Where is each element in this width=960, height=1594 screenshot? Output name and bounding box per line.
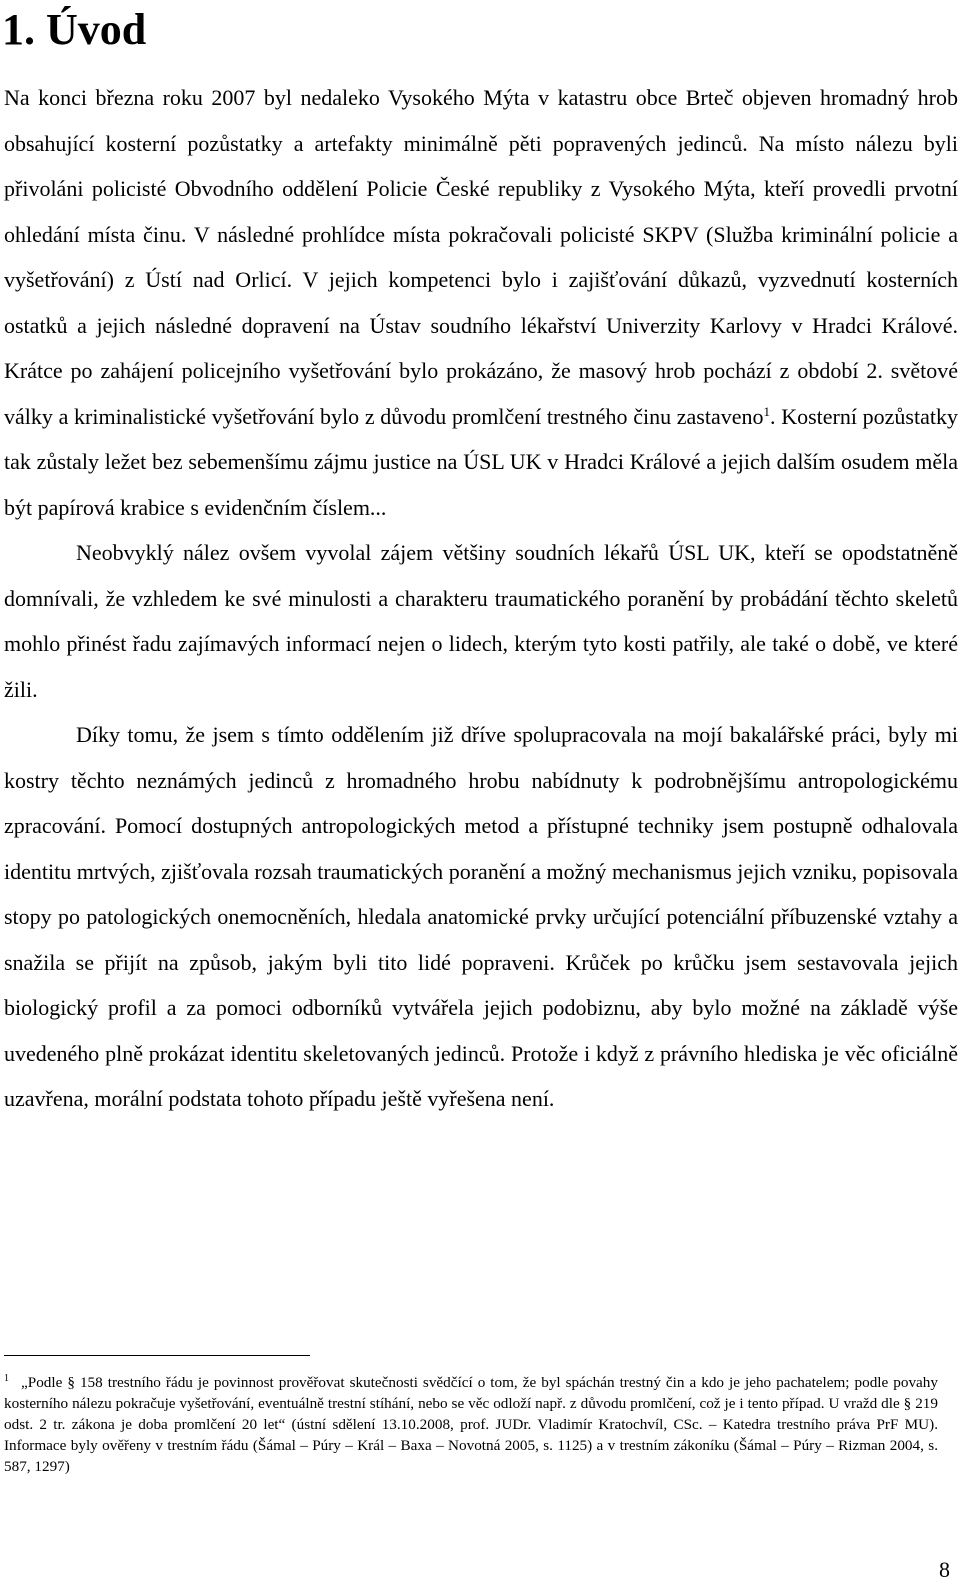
page-number: 8 xyxy=(939,1557,950,1582)
footnote-mark: 1 xyxy=(4,1373,9,1384)
paragraph-2: Neobvyklý nález ovšem vyvolal zájem většiny soudních lékařů ÚSL UK, kteří se opodstatněně domnívali, že vzhledem ke své minulosti a charakteru traumatického poranění by probádání těchto skeletů mohlo přinést řadu zajímavých informací nejen o lidech, kterým tyto kosti patřily, ale také o době, ve které žili. xyxy=(4,540,958,702)
footnote-reference[interactable]: 1 xyxy=(763,403,771,419)
chapter-body xyxy=(4,75,958,1122)
paragraph-1-text-a: Na konci března roku 2007 byl nedaleko Vysokého Mýta v katastru obce Brteč objeven hromadný hrob obsahující kosterní pozůstatky a artefakty minimálně pěti popravených jedinců. Na místo nálezu byli přivoláni policisté Obvodního oddělení Policie České republiky z Vysokého Mýta, kteří provedli prvotní ohledání místa činu. V následné prohlídce místa pokračovali policisté SKPV (Služba kriminální policie a vyšetřování) z Ústí nad Orlicí. V jejich kompetenci bylo i zajišťování důkazů, vyzvednutí kosterních ostatků a jejich následné dopravení na Ústav soudního lékařství Univerzity Karlovy v Hradci Králové. Krátce po zahájení policejního vyšetřování bylo prokázáno, že masový hrob pochází z období 2. světové války a kriminalistické vyšetřování bylo z důvodu promlčení trestného činu zastaveno xyxy=(4,85,958,429)
paragraph-1 xyxy=(4,75,958,530)
paragraph-3: Díky tomu, že jsem s tímto oddělením již dříve spolupracovala na mojí bakalářské práci, byly mi kostry těchto neznámých jedinců z hromadného hrobu nabídnuty k podrobnějšímu antropologickému zpracování. Pomocí dostupných antropologických metod a přístupné techniky jsem postupně odhalovala identitu mrtvých, zjišťovala rozsah traumatických poranění a možný mechanismus jejich vzniku, popisovala stopy po patologických onemocněních, hledala anatomické prvky určující potenciální příbuzenské vztahy a snažila se přijít na způsob, jakým byli tito lidé popraveni. Krůček po krůčku jsem sestavovala jejich biologický profil a za pomoci odborníků vytvářela jejich podobiznu, aby bylo možné na základě výše uvedeného plně prokázat identitu skeletovaných jedinců. Protože i když z právního hlediska je věc oficiálně uzavřena, morální podstata tohoto případu ještě vyřešena není. xyxy=(4,722,958,1111)
footnote-separator xyxy=(4,1355,310,1356)
paragraph-1-text-b: . Kosterní pozůstatky tak zůstaly ležet bez sebemenšímu zájmu justice na ÚSL UK v Hradci Králové a jejich dalším osudem měla být papírová krabice s evidenčním číslem... xyxy=(4,403,958,520)
footnote-text: „Podle § 158 trestního řádu je povinnost prověřovat skutečnosti svědčící o tom, že byl spáchán trestný čin a kdo je jeho pachatelem; podle povahy kosterního nálezu pokračuje vyšetřování, eventuálně trestní stíhání, nebo se věc odloží např. z důvodu promlčení, což je i tento případ. U vražd dle § 219 odst. 2 tr. zákona je doba promlčení 20 let“ (ústní sdělení 13.10.2008, prof. JUDr. Vladimír Kratochvíl, CSc. – Katedra trestního práva PrF MU). Informace byly ověřeny v trestním řádu (Šámal – Púry – Král – Baxa – Novotná 2005, s. 1125) a v trestním zákoníku (Šámal – Púry – Rizman 2004, s. 587, 1297) xyxy=(4,1374,938,1475)
chapter-heading: 1. Úvod xyxy=(2,5,147,54)
footnote xyxy=(4,1372,938,1477)
